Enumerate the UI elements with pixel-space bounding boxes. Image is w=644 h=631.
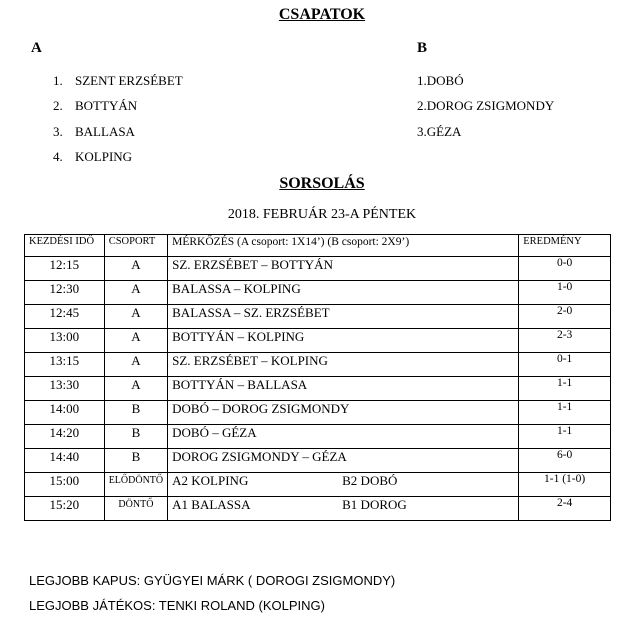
match-cell [168, 329, 519, 353]
result-cell: 0-0 [519, 257, 611, 281]
start-time: 12:15 [25, 257, 105, 281]
match-text: DOBÓ – DOROG ZSIGMONDY [172, 401, 350, 416]
teams-title: CSAPATOK [278, 6, 366, 23]
table-row [25, 329, 611, 353]
start-time: 14:00 [25, 401, 105, 425]
match-team-a: A2 KOLPING [172, 473, 249, 488]
team-number: 4. [53, 149, 63, 164]
start-time: 14:20 [25, 425, 105, 449]
match-team-b: B2 DOBÓ [342, 473, 398, 488]
group-cell: A [104, 353, 167, 377]
group-cell: A [104, 329, 167, 353]
match-cell [168, 473, 519, 497]
group-a-team [53, 124, 135, 140]
match-cell [168, 401, 519, 425]
table-row [25, 257, 611, 281]
team-number: 1. [417, 73, 427, 88]
result-cell: 1-1 [519, 425, 611, 449]
result-cell: 0-1 [519, 353, 611, 377]
result-cell: 1-1 [519, 377, 611, 401]
team-name: DOROG ZSIGMONDY [426, 98, 555, 113]
table-row [25, 497, 611, 521]
table-header-row [25, 235, 611, 257]
match-text: BOTTYÁN – KOLPING [172, 329, 305, 344]
team-name: SZENT ERZSÉBET [75, 73, 183, 88]
match-text: SZ. ERZSÉBET – KOLPING [172, 353, 328, 368]
start-time: 13:00 [25, 329, 105, 353]
match-text: BALASSA – SZ. ERZSÉBET [172, 305, 330, 320]
schedule-table [24, 234, 611, 521]
result-cell: 2-3 [519, 329, 611, 353]
match-cell [168, 257, 519, 281]
start-time: 12:30 [25, 281, 105, 305]
team-number: 2. [53, 98, 63, 113]
group-cell: A [104, 377, 167, 401]
match-cell [168, 449, 519, 473]
group-a-label: A [31, 40, 42, 56]
date-line: 2018. FEBRUÁR 23-A PÉNTEK [227, 207, 417, 222]
result-cell: 1-0 [519, 281, 611, 305]
match-cell [168, 497, 519, 521]
match-text: SZ. ERZSÉBET – BOTTYÁN [172, 257, 333, 272]
table-row [25, 377, 611, 401]
match-text: BOTTYÁN – BALLASA [172, 377, 308, 392]
team-number: 3. [417, 124, 427, 139]
group-b-team [417, 124, 461, 140]
start-time: 14:40 [25, 449, 105, 473]
match-cell [168, 281, 519, 305]
group-cell: A [104, 305, 167, 329]
team-number: 2. [417, 98, 427, 113]
header-start-time: KEZDÉSI IDŐ [25, 235, 105, 257]
best-player: LEGJOBB JÁTÉKOS: TENKI ROLAND (KOLPING) [29, 598, 325, 613]
group-cell: DÖNTŐ [104, 497, 167, 521]
start-time: 15:00 [25, 473, 105, 497]
group-a-team [53, 98, 137, 114]
header-group: CSOPORT [104, 235, 167, 257]
table-row [25, 425, 611, 449]
group-a-team [53, 149, 132, 165]
result-cell: 1-1 [519, 401, 611, 425]
group-b-team [417, 73, 464, 89]
team-name: GÉZA [426, 124, 462, 139]
match-text: DOROG ZSIGMONDY – GÉZA [172, 449, 347, 464]
table-row [25, 281, 611, 305]
group-cell: A [104, 281, 167, 305]
result-cell: 2-4 [519, 497, 611, 521]
match-text: BALASSA – KOLPING [172, 281, 301, 296]
team-name: DOBÓ [426, 73, 464, 88]
group-cell: A [104, 257, 167, 281]
team-number: 1. [53, 73, 63, 88]
start-time: 13:30 [25, 377, 105, 401]
header-match: MÉRKŐZÉS (A csoport: 1X14’) (B csoport: 2X9’) [168, 235, 519, 257]
draw-title: SORSOLÁS [279, 175, 365, 192]
match-cell [168, 377, 519, 401]
team-name: BOTTYÁN [75, 98, 138, 113]
team-number: 3. [53, 124, 63, 139]
table-row [25, 449, 611, 473]
best-goalkeeper: LEGJOBB KAPUS: GYÜGYEI MÁRK ( DOROGI ZSIGMONDY) [29, 573, 396, 588]
result-cell: 1-1 (1-0) [519, 473, 611, 497]
match-cell [168, 353, 519, 377]
table-row [25, 401, 611, 425]
table-row [25, 473, 611, 497]
start-time: 15:20 [25, 497, 105, 521]
match-cell [168, 305, 519, 329]
group-b-team [417, 98, 554, 114]
group-a-team [53, 73, 183, 89]
team-name: KOLPING [75, 149, 133, 164]
group-cell: ELŐDÖNTŐ [104, 473, 167, 497]
match-team-b: B1 DOROG [342, 497, 407, 512]
start-time: 13:15 [25, 353, 105, 377]
header-result: EREDMÉNY [519, 235, 611, 257]
group-cell: B [104, 449, 167, 473]
match-team-a: A1 BALASSA [172, 497, 251, 512]
group-cell: B [104, 401, 167, 425]
match-text: DOBÓ – GÉZA [172, 425, 257, 440]
group-cell: B [104, 425, 167, 449]
match-cell [168, 425, 519, 449]
group-b-label: B [417, 40, 428, 56]
result-cell: 2-0 [519, 305, 611, 329]
table-row [25, 353, 611, 377]
table-row [25, 305, 611, 329]
team-name: BALLASA [75, 124, 135, 139]
start-time: 12:45 [25, 305, 105, 329]
result-cell: 6-0 [519, 449, 611, 473]
